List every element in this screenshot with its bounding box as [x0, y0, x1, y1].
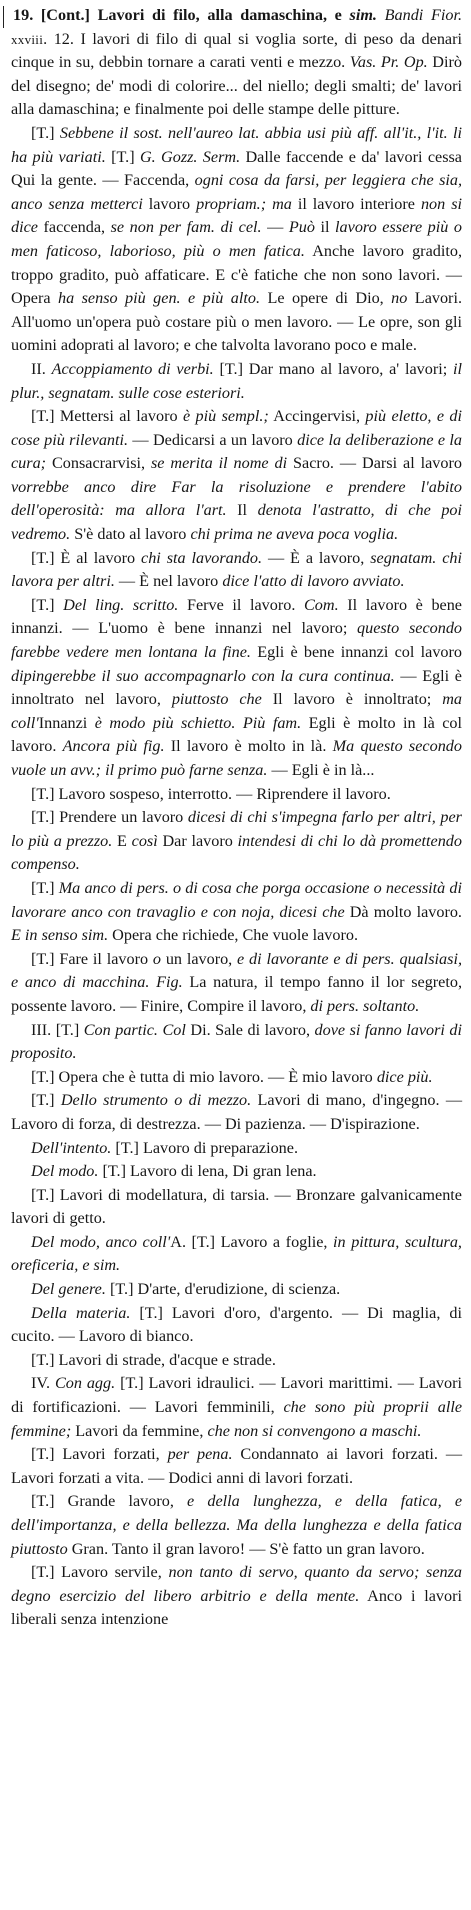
body-text: Lavori. All'uomo un'opera può costare più o men lavoro. — Le opre, son gli uomini adoprati al lavoro; e che talvolta lavorano poco e male. [11, 289, 462, 355]
entry-paragraph [11, 1231, 462, 1278]
body-text: Di. Sale di lavoro, [185, 1020, 315, 1039]
italic-text: non tanto di servo, quanto da servo; senza degno esercizio del libero arbitrio e della mente. [11, 1563, 462, 1605]
italic-text: Bandi Fior. [384, 6, 463, 24]
body-text: III. [T.] [31, 1020, 84, 1039]
entry-heading: 19. [13, 6, 41, 24]
body-text: [T.] D'arte, d'erudizione, di scienza. [105, 1280, 341, 1299]
body-text: La natura, il tempo fanno il lor segreto, possente lavoro. — Finire, Compire il lavoro, [11, 973, 462, 1015]
body-text: IV. [31, 1374, 55, 1393]
body-text: Anco i lavori liberali senza intenzione [11, 1586, 462, 1629]
body-text: Il lavoro è molto in là. [164, 737, 333, 756]
body-text: [T.] Lavori di strade, d'acque e strade. [31, 1350, 276, 1369]
margin-rule [3, 6, 4, 28]
entry-heading: [Cont.] Lavori di filo, alla damaschina, e [40, 6, 350, 24]
italic-text: Ma anco di pers. o di cosa che porga occasione o necessità di lavorare anco con travaglio e con noja, dicesi che [11, 878, 463, 921]
body-text: [T.] Prendere un lavoro [31, 808, 188, 827]
italic-text: Con partic. [83, 1020, 158, 1039]
italic-text: Dello strumento o di mezzo. [60, 1091, 252, 1110]
body-text: Egli è bene innanzi col lavoro [250, 643, 462, 662]
italic-text: dice la deliberazione e la cura; [11, 430, 463, 473]
italic-text: denota l'astratto, di che poi vedremo. [11, 501, 463, 544]
body-text: Il [226, 501, 258, 520]
italic-text: Ancora più fig. [62, 737, 165, 756]
italic-text: il plur., segnatam. sulle cose esteriori. [11, 359, 463, 402]
italic-text: in pittura, scultura, oreficeria, e sim. [11, 1232, 462, 1275]
italic-text: Vas. Pr. Op. [349, 53, 428, 72]
entry-paragraph [11, 1160, 462, 1184]
body-text: [T.] Lavoro di lena, Di gran lena. [98, 1162, 317, 1181]
body-text: [T.] [31, 123, 60, 142]
entry-paragraph [11, 948, 462, 1019]
entry-paragraph [11, 122, 462, 358]
body-text: Lavori di mano, d'ingegno. — Lavoro di forza, di destrezza. — Di pazienza. — D'ispirazione. [11, 1091, 463, 1133]
italic-text: che sono più proprii alle femmine; [11, 1398, 463, 1440]
italic-text: Della materia. [31, 1303, 131, 1322]
italic-text: Ma questo secondo vuole un avv.; il primo può farne senza. [11, 737, 462, 779]
entry-paragraph [11, 594, 462, 783]
body-text: lavoro [142, 194, 197, 213]
body-text: [T.] Grande lavoro, [31, 1492, 188, 1511]
body-text: Dirò del disegno; de' modi di colorire... del niello; degli smalti; de' lavori alla damaschina; e finalmente poi delle stampe delle pitture. [11, 53, 462, 119]
body-text: [T.] Opera che è tutta di mio lavoro. — È mio lavoro [31, 1067, 377, 1086]
italic-text: Del modo, anco coll' [31, 1232, 171, 1251]
body-text: Dar lavoro [157, 831, 238, 850]
body-text: Gran. Tanto il gran lavoro! — S'è fatto un gran lavoro. [67, 1539, 425, 1558]
italic-text: e della lunghezza, e della fatica, e dell'importanza, e della bellezza. Ma della lunghezza e della fatica piuttosto [11, 1492, 463, 1558]
body-text: Dà molto lavoro. [344, 902, 462, 921]
entry-heading: sim. [349, 6, 377, 24]
entry-paragraph [11, 358, 462, 405]
italic-text: di pers. soltanto. [310, 996, 420, 1015]
body-text: A. [T.] Lavoro a foglie, [170, 1232, 334, 1251]
body-text: Ferve il lavoro. [178, 595, 304, 614]
italic-text: dipingerebbe il suo accompagnarlo con la cura continua. [11, 666, 395, 685]
roman-numeral: xxviii [11, 31, 44, 47]
italic-text: più eletto, e di cose più rilevanti. [11, 407, 462, 449]
entry-heading-paragraph [11, 4, 462, 122]
italic-text: chi sta lavorando. [141, 548, 263, 567]
body-text: [T.] Lavori forzati, [31, 1445, 168, 1464]
italic-text: non si dice [11, 194, 462, 237]
italic-text: intendesi di chi lo dà promettendo compenso. [11, 831, 462, 874]
italic-text: essere più o men faticoso, laborioso, più o men fatica. [11, 218, 463, 260]
body-text: [T.] Lavori idraulici. — Lavori marittimi. — Lavori di fortificazioni. — Lavori femminili, [11, 1374, 462, 1417]
entry-paragraph [11, 1278, 462, 1302]
italic-text: propriam.; ma [196, 194, 292, 213]
body-text: [T.] È al lavoro [31, 548, 142, 567]
body-text: [T.] Lavoro sospeso, interrotto. — Riprendere il lavoro. [31, 784, 391, 803]
body-text: [T.] [105, 147, 140, 166]
entry-paragraph [11, 1349, 462, 1373]
italic-text: o [152, 949, 161, 968]
italic-text: Col [162, 1020, 186, 1039]
body-text: [T.] Lavori di modellatura, di tarsia. — Bronzare galvanicamente lavori di getto. [11, 1185, 462, 1228]
body-text: un lavoro, [161, 949, 238, 968]
body-text: Consacrarvisi, [46, 454, 151, 473]
italic-text: segnatam. chi lavora per altri. [11, 548, 462, 591]
italic-text: E in senso sim. [11, 926, 109, 945]
entry-paragraph [11, 1066, 462, 1090]
body-text: faccenda, [37, 218, 111, 237]
body-text: Anche lavoro gradito, troppo gradito, può affaticare. E c'è fatiche che non sono lavori. — Opera [11, 241, 462, 308]
body-text: [T.] [31, 1091, 61, 1110]
entry-paragraph [11, 1184, 462, 1231]
body-text: Sacro. — Darsi al lavoro [287, 454, 462, 473]
entry-body [11, 4, 462, 1632]
italic-text: Del ling. scritto. [63, 595, 179, 614]
entry-paragraph [11, 1019, 462, 1066]
body-text: Condannato ai lavori forzati. — Lavori forzati a vita. — Dodici anni di lavori forzati. [11, 1445, 463, 1487]
body-text: [T.] Dar mano al lavoro, a' lavori; [213, 359, 454, 378]
entry-paragraph [11, 1302, 462, 1349]
body-text: il [314, 218, 336, 237]
body-text: — È a lavoro, [262, 548, 371, 567]
italic-text: che non si convengono a maschi. [207, 1421, 422, 1440]
body-text: il lavoro interiore [291, 194, 421, 213]
body-text [377, 6, 385, 24]
italic-text: è più sempl.; [182, 407, 269, 426]
italic-text: dice l'atto di lavoro avviato. [222, 572, 405, 591]
italic-text: è modo più schietto. Più fam. [94, 713, 302, 732]
italic-text: se non per fam. di cel. [110, 218, 262, 237]
italic-text: dicesi di chi s'impegna farlo per altri, per lo più a prezzo. [11, 808, 462, 850]
entry-paragraph [11, 1443, 462, 1490]
italic-text: Con agg. [54, 1374, 116, 1393]
italic-text: piuttosto che [171, 690, 262, 709]
body-text: — È nel lavoro [114, 572, 223, 591]
entry-paragraph [11, 1490, 462, 1561]
body-text: — Egli è innoltrato nel lavoro, [11, 666, 462, 709]
body-text: [T.] Lavoro di preparazione. [111, 1138, 299, 1157]
italic-text: ogni cosa da farsi, per leggiera che sia, anco senza metterci [11, 171, 463, 213]
italic-text: Sebbene il sost. nell'aureo lat. abbia usi più aff. all'it., l'it. li ha più variati. [11, 123, 462, 166]
entry-paragraph [11, 877, 462, 948]
body-text: — Dedicarsi a un lavoro [128, 430, 298, 449]
body-text: Egli è molto in là col lavoro. [11, 713, 463, 756]
body-text: Lavori da femmine, [71, 1421, 208, 1440]
italic-text: dice più. [376, 1067, 433, 1086]
body-text: E [112, 831, 132, 850]
body-text: . 12. I lavori di filo di qual si voglia sorte, di peso da denari cinque in su, debbin tornare a carati venti e mezzo. [11, 29, 462, 72]
body-text: Accingervisi, [268, 407, 366, 426]
body-text: [T.] Lavoro servile, [31, 1563, 169, 1582]
body-text: [T.] Lavori d'oro, d'argento. — Di maglia, di cucito. — Lavoro di bianco. [11, 1303, 462, 1346]
entry-paragraph [11, 1372, 462, 1443]
italic-text: dove si fanno lavori di proposito. [11, 1020, 463, 1063]
italic-text: Del genere. [31, 1280, 106, 1299]
italic-text: Com. [303, 595, 339, 614]
italic-text: se merita il nome di [150, 454, 288, 473]
entry-paragraph [11, 405, 462, 547]
body-text: Dalle faccende e da' lavori cessa Qui la gente. — Faccenda, [11, 147, 462, 190]
italic-text: chi prima ne aveva poca voglia. [190, 525, 399, 544]
italic-text: Può [288, 218, 315, 237]
body-text: Il lavoro è innoltrato; [261, 690, 443, 709]
entry-paragraph [11, 1137, 462, 1161]
italic-text: per pena. [167, 1445, 233, 1464]
italic-text: Del modo. [31, 1162, 99, 1181]
italic-text: ma coll' [11, 690, 462, 732]
italic-text: e di lavorante e di pers. qualsiasi, e anco di macchina. Fig. [11, 949, 462, 992]
body-text: Il lavoro è bene innanzi. — L'uomo è bene innanzi nel lavoro; [11, 595, 462, 638]
body-text: [T.] [31, 595, 64, 614]
body-text: Le opere di Dio, [260, 289, 392, 308]
body-text: [T.] [31, 878, 59, 897]
italic-text: Dell'intento. [31, 1138, 112, 1157]
body-text: — [261, 218, 289, 237]
italic-text: vorrebbe anco dire Far la risoluzione e prendere l'abito dell'operosità: ma allora l'art. [11, 477, 462, 520]
body-text: — Egli è in là... [267, 761, 375, 779]
entry-paragraph [11, 806, 462, 877]
italic-text: Accoppiamento di verbi. [51, 359, 214, 378]
entry-paragraph [11, 547, 462, 594]
italic-text: così [131, 831, 158, 850]
entry-paragraph [11, 1089, 462, 1136]
body-text: II. [31, 359, 52, 378]
italic-text: no [391, 289, 408, 308]
italic-text: lavoro [335, 218, 377, 237]
entry-paragraph [11, 783, 462, 807]
body-text: [T.] Mettersi al lavoro [31, 407, 183, 426]
italic-text: ha senso più gen. e più alto. [58, 289, 261, 308]
italic-text: G. Gozz. Serm. [139, 147, 241, 166]
body-text: S'è dato al lavoro [70, 525, 191, 544]
body-text: Innanzi [38, 713, 95, 732]
body-text: [T.] Fare il lavoro [31, 949, 153, 968]
italic-text: questo secondo farebbe vedere men lontana la fine. [11, 619, 463, 662]
body-text: Opera che richiede, Che vuole lavoro. [108, 926, 359, 945]
entry-paragraph [11, 1561, 462, 1632]
